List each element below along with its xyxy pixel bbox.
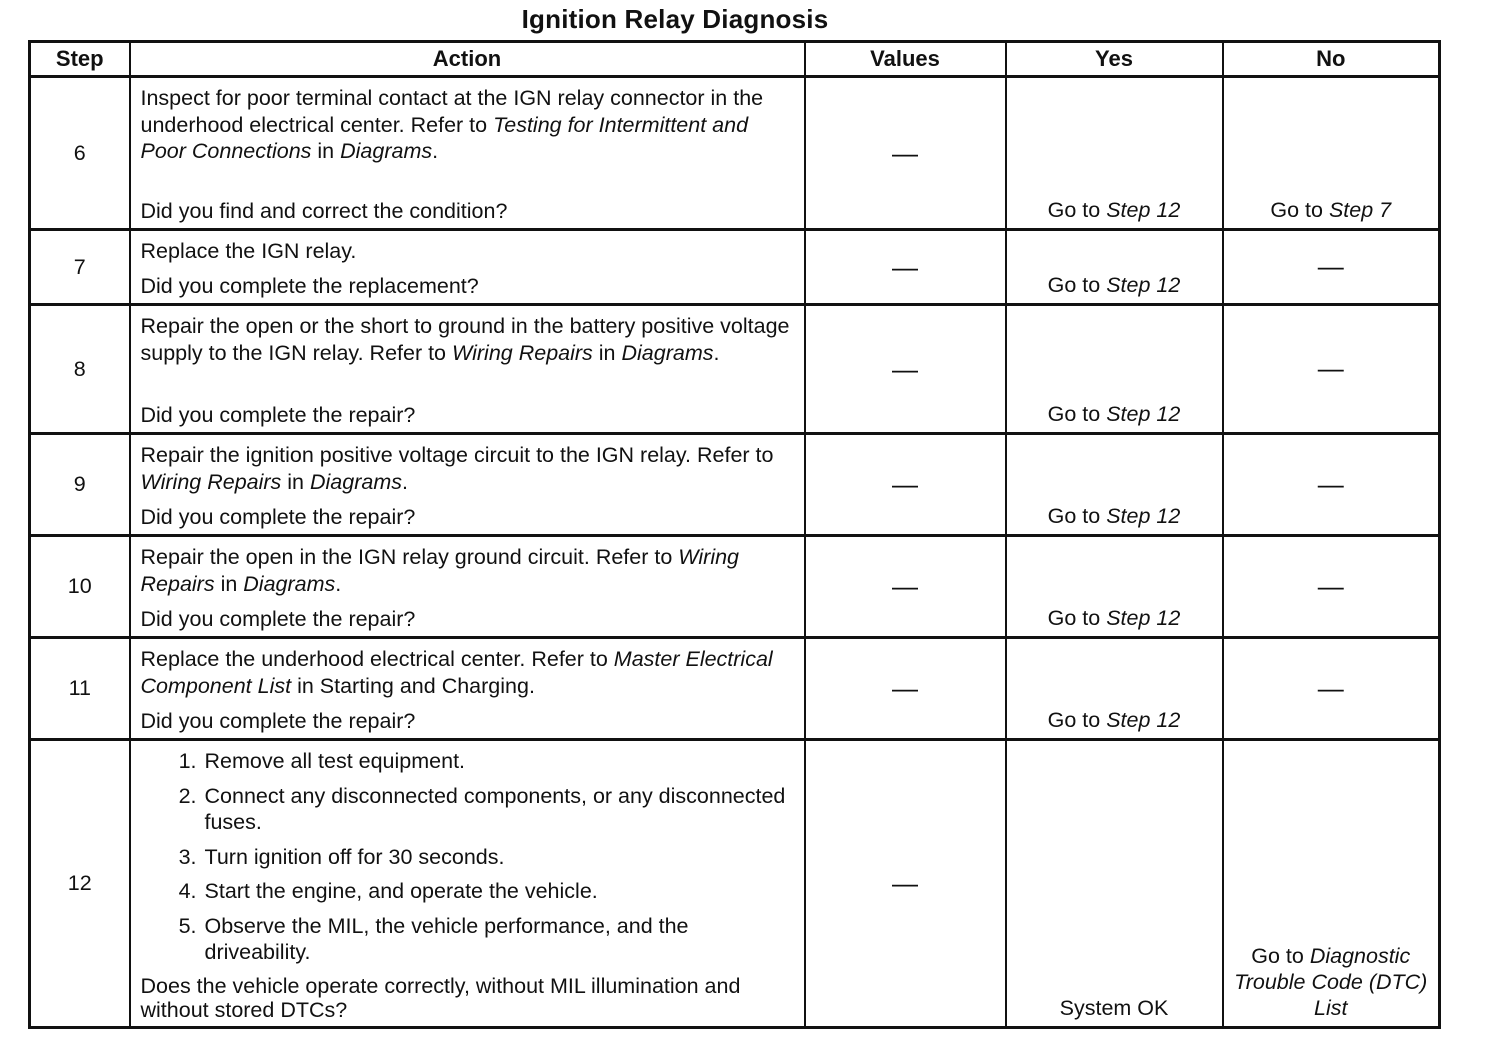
action-cell: [130, 230, 805, 305]
action-fragment: Replace the underhood electrical center. Refer to: [140, 647, 614, 671]
no-cell: [1223, 740, 1440, 1028]
yes-step-ref: Step 12: [1106, 708, 1181, 732]
table-row: [30, 536, 1440, 638]
step-number: 9: [30, 434, 130, 536]
yes-cell: [1006, 740, 1223, 1028]
action-content: [131, 639, 804, 738]
action-fragment: Replace the IGN relay.: [140, 239, 357, 263]
yes-prefix: Go to: [1047, 504, 1107, 528]
no-prefix: Go to: [1251, 944, 1310, 968]
yes-prefix: Go to: [1047, 198, 1107, 222]
list-item: [141, 844, 794, 871]
action-text: [141, 544, 794, 597]
table-row: [30, 305, 1440, 434]
action-text: [141, 646, 794, 699]
yes-cell: [1006, 77, 1223, 230]
values-cell: —: [805, 305, 1006, 434]
action-content: [131, 231, 804, 303]
header-values: Values: [805, 42, 1006, 77]
no-outcome: —: [1317, 570, 1344, 601]
action-reference: Diagrams: [621, 340, 714, 365]
action-fragment: in: [592, 340, 622, 365]
no-outcome: [1224, 197, 1439, 225]
step-number: 10: [30, 536, 130, 638]
list-text: Remove all test equipment.: [204, 749, 466, 773]
action-fragment: .: [432, 139, 439, 163]
action-reference: Wiring Repairs: [140, 469, 282, 494]
action-question: Did you complete the replacement?: [140, 273, 479, 298]
action-fragment: Inspect for poor terminal contact at the IGN relay connector in the underhood electrical center. Refer to: [140, 86, 764, 137]
action-content: [131, 306, 804, 432]
values-cell: —: [805, 230, 1006, 305]
action-cell: [130, 434, 805, 536]
action-reference: Master Electrical Component List: [140, 647, 773, 698]
values-cell: —: [805, 434, 1006, 536]
header-row: [30, 42, 1440, 77]
action-fragment: Repair the ignition positive voltage circuit to the IGN relay. Refer to: [140, 443, 774, 467]
no-cell: [1223, 434, 1440, 536]
no-outcome: —: [1317, 672, 1344, 703]
list-number: 1.: [178, 749, 197, 773]
action-reference: Wiring Repairs: [452, 340, 593, 365]
step-number: 11: [30, 638, 130, 740]
yes-step-ref: Step 12: [1106, 504, 1181, 528]
action-question: Did you complete the repair?: [140, 504, 416, 529]
table-row: [30, 740, 1440, 1028]
list-number: 4.: [178, 879, 197, 903]
header-no: No: [1223, 42, 1440, 77]
list-item: [141, 783, 794, 836]
no-outcome: —: [1317, 251, 1344, 281]
step-number: 7: [30, 230, 130, 305]
action-question: Did you find and correct the condition?: [140, 198, 508, 223]
no-prefix: Go to: [1270, 198, 1329, 222]
diagnosis-table: [28, 40, 1441, 1029]
yes-prefix: Go to: [1047, 708, 1107, 732]
action-question: Does the vehicle operate correctly, without MIL illumination and without stored DTCs?: [140, 974, 741, 1022]
yes-step-ref: Step 12: [1106, 273, 1181, 297]
list-item: [141, 913, 794, 966]
yes-step-ref: Step 12: [1106, 402, 1181, 426]
yes-outcome: [1007, 197, 1222, 225]
action-text: [141, 85, 794, 165]
yes-prefix: Go to: [1047, 606, 1107, 630]
action-text: [141, 238, 794, 265]
table-row: [30, 77, 1440, 230]
action-fragment: .: [335, 571, 342, 596]
action-fragment: .: [713, 340, 720, 365]
yes-outcome: [1007, 605, 1222, 633]
no-cell: [1223, 305, 1440, 434]
list-text: Observe the MIL, the vehicle performance, and the driveability.: [204, 913, 689, 964]
yes-outcome: [1007, 272, 1222, 300]
values-cell: —: [805, 536, 1006, 638]
action-cell: [130, 638, 805, 740]
action-fragment: in Starting and Charging.: [291, 673, 535, 698]
no-outcome: —: [1317, 468, 1344, 499]
action-question: Did you complete the repair?: [140, 402, 416, 427]
yes-outcome: [1007, 503, 1222, 531]
header-action: Action: [130, 42, 805, 77]
no-outcome: [1224, 943, 1439, 1023]
action-content: [131, 435, 804, 534]
action-content: [131, 537, 804, 636]
step-number: 6: [30, 77, 130, 230]
no-step-ref: Diagnostic Trouble Code (DTC) List: [1234, 944, 1428, 1020]
list-number: 3.: [178, 844, 197, 869]
step-number: 8: [30, 305, 130, 434]
action-fragment: .: [401, 469, 408, 494]
no-cell: [1223, 638, 1440, 740]
values-cell: —: [805, 638, 1006, 740]
list-number: 5.: [178, 913, 197, 938]
yes-outcome: System OK: [1059, 996, 1169, 1020]
no-outcome: —: [1317, 353, 1344, 383]
list-item: [141, 748, 794, 775]
yes-prefix: Go to: [1047, 402, 1107, 426]
page-title: Ignition Relay Diagnosis: [521, 4, 829, 34]
list-text: Start the engine, and operate the vehicle.: [204, 879, 598, 903]
yes-prefix: Go to: [1047, 273, 1107, 297]
action-reference: Diagrams: [340, 139, 433, 163]
no-cell: [1223, 536, 1440, 638]
no-cell: [1223, 230, 1440, 305]
action-steps-list: [141, 748, 794, 974]
no-cell: [1223, 77, 1440, 230]
yes-cell: [1006, 638, 1223, 740]
list-item: [141, 878, 794, 905]
yes-outcome: [1007, 707, 1222, 735]
action-content: [131, 741, 804, 1026]
list-text: Turn ignition off for 30 seconds.: [204, 844, 505, 869]
yes-cell: [1006, 536, 1223, 638]
yes-cell: [1006, 305, 1223, 434]
step-number: 12: [30, 740, 130, 1028]
action-cell: [130, 305, 805, 434]
yes-outcome: [1007, 401, 1222, 429]
action-reference: Testing for Intermittent and Poor Connections: [140, 112, 749, 163]
action-text: [141, 442, 794, 495]
table-row: [30, 434, 1440, 536]
yes-step-ref: Step 12: [1106, 606, 1181, 630]
yes-step-ref: Step 12: [1106, 198, 1181, 222]
yes-cell: [1006, 230, 1223, 305]
action-cell: [130, 536, 805, 638]
values-cell: —: [805, 740, 1006, 1028]
table-row: [30, 230, 1440, 305]
list-text: Connect any disconnected components, or any disconnected fuses.: [204, 783, 786, 834]
list-number: 2.: [178, 783, 197, 808]
action-cell: [130, 740, 805, 1028]
no-step-ref: Step 7: [1328, 198, 1392, 222]
action-fragment: in: [311, 139, 341, 163]
table-row: [30, 638, 1440, 740]
action-question: Did you complete the repair?: [140, 606, 416, 631]
action-fragment: Repair the open in the IGN relay ground circuit. Refer to: [140, 545, 679, 569]
action-content: [131, 78, 804, 228]
action-reference: Diagrams: [243, 571, 336, 596]
action-fragment: Repair the open or the short to ground in the battery positive voltage supply to the IGN relay. Refer to: [140, 314, 790, 365]
yes-cell: [1006, 434, 1223, 536]
action-reference: Diagrams: [309, 469, 402, 494]
action-fragment: in: [281, 469, 310, 494]
action-reference: Wiring Repairs: [140, 545, 740, 596]
action-text: [141, 313, 794, 366]
header-step: Step: [30, 42, 130, 77]
values-cell: —: [805, 77, 1006, 230]
action-cell: [130, 77, 805, 230]
action-question: Did you complete the repair?: [140, 708, 416, 733]
action-fragment: in: [214, 571, 244, 596]
header-yes: Yes: [1006, 42, 1223, 77]
